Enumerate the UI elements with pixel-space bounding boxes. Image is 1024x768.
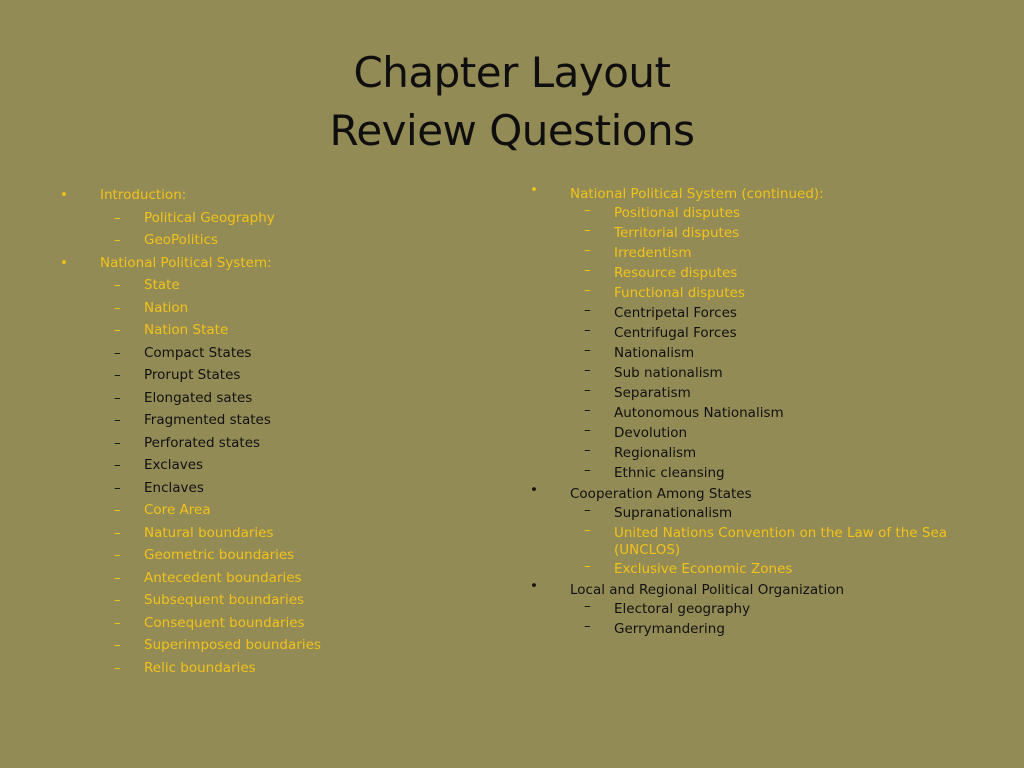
item-text: Introduction: [100, 187, 187, 203]
sub-item [530, 344, 1000, 364]
dash-marker: – [584, 462, 591, 478]
item-text: Nation [144, 299, 189, 316]
item-text: Natural boundaries [144, 524, 274, 541]
dash-marker: – [114, 277, 121, 293]
sub-item [530, 464, 1000, 484]
item-text: United Nations Convention on the Law of the Sea (UNCLOS) [614, 525, 948, 558]
item-text: Compact States [144, 344, 252, 361]
item-text: GeoPolitics [144, 232, 218, 248]
dash-marker: – [584, 302, 591, 318]
item-text: Exclusive Economic Zones [614, 561, 793, 577]
sub-item [530, 620, 1000, 640]
dash-marker: – [114, 569, 121, 586]
item-text: Local and Regional Political Organization [570, 582, 845, 598]
sub-item [530, 600, 1000, 620]
item-text: Separatism [614, 385, 691, 401]
item-text: Geometric boundaries [144, 547, 295, 563]
sub-item [60, 207, 500, 230]
item-text: Regionalism [614, 445, 697, 461]
dash-marker: – [114, 434, 121, 451]
sub-item [60, 297, 500, 320]
sub-item [530, 560, 1000, 580]
sub-item [60, 342, 500, 365]
sub-item [530, 204, 1000, 224]
item-text: Gerrymandering [614, 621, 725, 637]
dash-marker: – [584, 362, 591, 378]
bullet-item [530, 184, 1000, 204]
sub-item [60, 454, 500, 477]
dash-marker: – [114, 457, 121, 473]
dash-marker: – [114, 299, 121, 316]
sub-item [60, 567, 500, 590]
sub-item [60, 319, 500, 342]
item-text: Relic boundaries [144, 659, 256, 676]
sub-item [530, 444, 1000, 464]
dash-marker: – [114, 344, 121, 361]
dash-marker: – [114, 502, 121, 518]
dash-marker: – [114, 367, 121, 383]
sub-item [530, 244, 1000, 264]
sub-item [530, 364, 1000, 384]
sub-item [60, 364, 500, 387]
dash-marker: – [114, 614, 121, 631]
dash-marker: – [114, 209, 121, 226]
sub-item [530, 504, 1000, 524]
bullet-item [60, 252, 500, 275]
sub-item [60, 477, 500, 500]
item-text: Subsequent boundaries [144, 592, 305, 608]
item-text: Exclaves [144, 457, 204, 473]
sub-item [60, 522, 500, 545]
dash-marker: – [114, 637, 121, 653]
item-text: Autonomous Nationalism [614, 405, 784, 421]
sub-item [530, 264, 1000, 284]
dash-marker: – [114, 592, 121, 608]
item-text: National Political System (continued): [570, 186, 824, 202]
dash-marker: – [584, 202, 591, 218]
item-text: Electoral geography [614, 601, 751, 617]
dash-marker: – [114, 232, 121, 248]
item-text: State [144, 277, 180, 293]
sub-item [60, 657, 500, 680]
item-text: Superimposed boundaries [144, 637, 321, 653]
dash-marker: – [114, 524, 121, 541]
dash-marker: – [584, 618, 591, 634]
item-text: Sub nationalism [614, 365, 723, 381]
item-text: Functional disputes [614, 285, 745, 301]
item-text: Antecedent boundaries [144, 569, 302, 586]
dash-marker: – [114, 389, 121, 406]
item-text: Positional disputes [614, 205, 740, 221]
dash-marker: – [584, 402, 591, 418]
item-text: Perforated states [144, 434, 261, 451]
item-text: Centrifugal Forces [614, 325, 737, 341]
dash-marker: – [584, 422, 591, 438]
bullet-marker: • [60, 187, 68, 203]
item-text: Nation State [144, 322, 229, 338]
item-text: Consequent boundaries [144, 614, 305, 631]
dash-marker: – [114, 412, 121, 428]
bullet-item [530, 484, 1000, 504]
item-text: Prorupt States [144, 367, 241, 383]
bullet-item [530, 580, 1000, 600]
sub-item [530, 424, 1000, 444]
left-column-list [60, 184, 500, 679]
sub-item [530, 224, 1000, 244]
item-text: Nationalism [614, 345, 695, 361]
dash-marker: – [114, 547, 121, 563]
sub-item [530, 324, 1000, 344]
dash-marker: – [584, 342, 591, 358]
bullet-marker: • [530, 578, 538, 594]
dash-marker: – [584, 322, 591, 338]
bullet-marker: • [530, 182, 538, 198]
dash-marker: – [114, 322, 121, 338]
dash-marker: – [584, 282, 591, 298]
item-text: Resource disputes [614, 265, 738, 281]
sub-item [60, 634, 500, 657]
dash-marker: – [584, 598, 591, 614]
item-text: Territorial disputes [614, 225, 740, 241]
dash-marker: – [584, 522, 591, 538]
sub-item [60, 229, 500, 252]
sub-item [530, 304, 1000, 324]
bullet-item [60, 184, 500, 207]
item-text: Elongated sates [144, 389, 253, 406]
item-text: Ethnic cleansing [614, 465, 725, 481]
item-text: Devolution [614, 425, 688, 441]
dash-marker: – [114, 479, 121, 496]
dash-marker: – [584, 502, 591, 518]
item-text: Cooperation Among States [570, 486, 752, 502]
slide-title-line2: Review Questions [329, 106, 695, 155]
slide-title-line1: Chapter Layout [353, 48, 671, 97]
right-column-list [530, 184, 1000, 640]
dash-marker: – [584, 442, 591, 458]
sub-item [530, 404, 1000, 424]
dash-marker: – [584, 382, 591, 398]
dash-marker: – [584, 242, 591, 258]
item-text: Supranationalism [614, 505, 733, 521]
sub-item [60, 387, 500, 410]
item-text: Enclaves [144, 479, 204, 496]
item-text: National Political System: [100, 254, 272, 271]
bullet-marker: • [60, 254, 68, 271]
item-text: Centripetal Forces [614, 305, 737, 321]
item-text: Irredentism [614, 245, 692, 261]
slide-title [0, 44, 1024, 160]
sub-item [60, 274, 500, 297]
sub-item [530, 284, 1000, 304]
sub-item [530, 384, 1000, 404]
sub-item [60, 589, 500, 612]
dash-marker: – [114, 659, 121, 676]
dash-marker: – [584, 558, 591, 574]
sub-item [60, 409, 500, 432]
sub-item [60, 544, 500, 567]
sub-item [60, 499, 500, 522]
item-text: Core Area [144, 502, 211, 518]
dash-marker: – [584, 222, 591, 238]
item-text: Fragmented states [144, 412, 271, 428]
sub-item [530, 524, 1000, 560]
bullet-marker: • [530, 482, 538, 498]
sub-item [60, 612, 500, 635]
dash-marker: – [584, 262, 591, 278]
sub-item [60, 432, 500, 455]
item-text: Political Geography [144, 209, 275, 226]
